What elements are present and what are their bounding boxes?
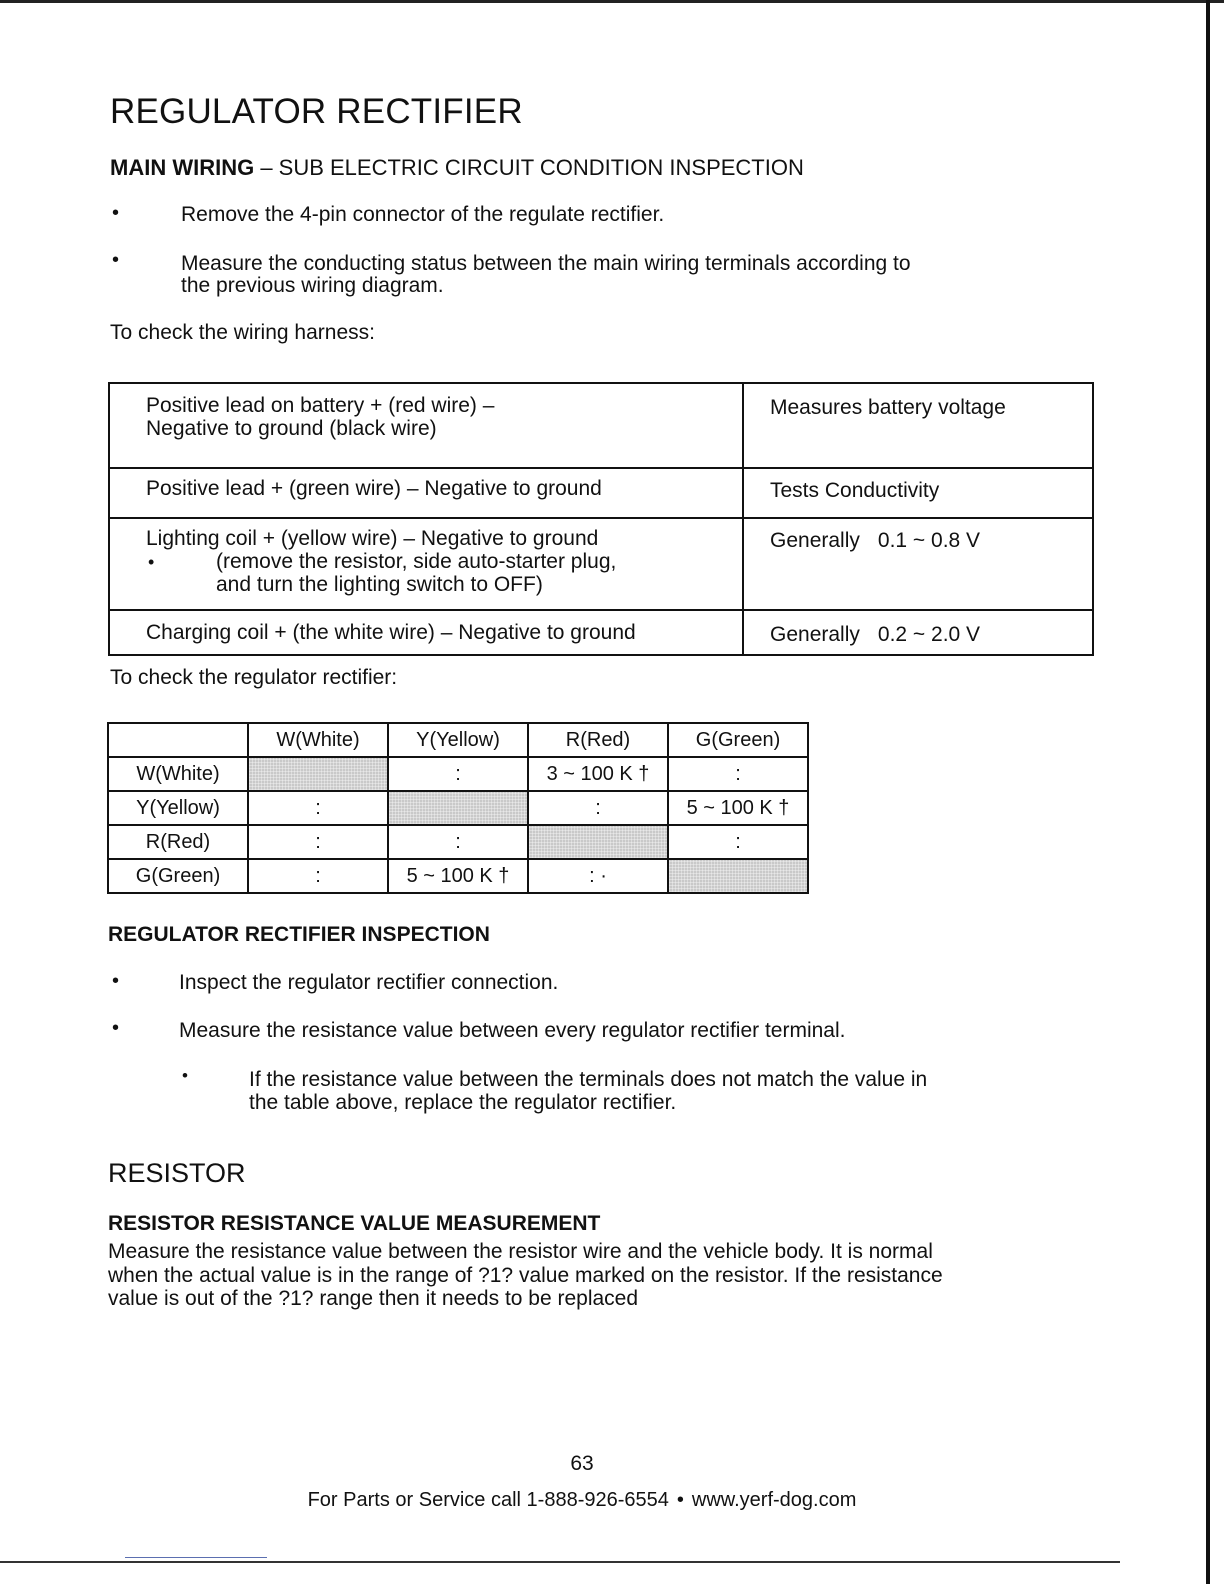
shaded-cell [248,757,388,791]
table-row [108,859,808,893]
bullet-icon: • [112,1017,120,1039]
table-cell: 5 ~ 100 K † [388,859,528,893]
table-cell: 3 ~ 100 K † [528,757,668,791]
harness-result-cell: Tests Conductivity [743,468,1093,518]
result-label: Generally [770,529,860,552]
harness-test-cell [109,610,743,655]
main-wiring-step-1: Remove the 4-pin connector of the regulate rectifier. [181,203,665,226]
top-border [0,0,1224,3]
inspection-sub-step-cont: the table above, replace the regulator rectifier. [249,1091,677,1114]
inspection-sub-step: If the resistance value between the terminals does not match the value in [249,1068,928,1091]
column-header: G(Green) [668,723,808,757]
main-wiring-subtitle: – SUB ELECTRIC CIRCUIT CONDITION INSPECTION [254,155,804,180]
scan-artifact-line [125,1557,267,1558]
table-row [109,468,1093,518]
bottom-border [0,1561,1120,1563]
harness-test-cell [109,518,743,610]
table-cell: : [388,825,528,859]
bullet-icon: • [182,1066,188,1085]
row-header: W(White) [108,757,248,791]
column-header: R(Red) [528,723,668,757]
harness-test-line: (remove the resistor, side auto-starter plug, [216,550,617,573]
bullet-icon: • [112,249,120,271]
result-value: 0.2 ~ 2.0 V [877,623,981,646]
wiring-harness-table [108,382,1094,656]
main-wiring-step-2-cont: the previous wiring diagram. [181,274,444,297]
bullet-icon: • [148,552,155,572]
inspection-step-1: Inspect the regulator rectifier connection. [179,971,559,994]
table-cell: 5 ~ 100 K † [668,791,808,825]
resistor-text-line: value is out of the ?1? range then it needs to be replaced [108,1287,639,1310]
table-row [109,518,1093,610]
shaded-cell [388,791,528,825]
harness-result-cell: Measures battery voltage [743,383,1093,468]
harness-result-cell [743,610,1093,655]
table-row [108,791,808,825]
table-row [108,825,808,859]
footer-website[interactable]: www.yerf-dog.com [691,1489,857,1511]
resistor-text-line: when the actual value is in the range of ?1? value marked on the resistor. If the resistance [108,1264,943,1287]
harness-test-line: Positive lead on battery + (red wire) – [146,394,495,417]
shaded-cell [528,825,668,859]
table-cell: : · [528,859,668,893]
result-label: Generally [770,623,860,646]
bullet-icon: • [112,970,120,992]
shaded-cell [668,859,808,893]
harness-test-line: Positive lead + (green wire) – Negative to ground [146,477,602,500]
page-title: REGULATOR RECTIFIER [110,92,523,131]
table-row [109,610,1093,655]
regulator-resistance-table [107,722,809,894]
harness-result-cell [743,518,1093,610]
main-wiring-heading [110,155,804,181]
inspection-heading: REGULATOR RECTIFIER INSPECTION [108,923,490,946]
resistor-heading: RESISTOR RESISTANCE VALUE MEASUREMENT [108,1212,601,1235]
table-cell: : [668,757,808,791]
resistor-text-line: Measure the resistance value between the resistor wire and the vehicle body. It is normal [108,1240,933,1263]
column-header: Y(Yellow) [388,723,528,757]
row-header: Y(Yellow) [108,791,248,825]
harness-test-cell [109,468,743,518]
table-cell: : [668,825,808,859]
table-header-row [108,723,808,757]
footer-separator: • [676,1489,684,1511]
regulator-intro: To check the regulator rectifier: [110,666,398,689]
row-header: R(Red) [108,825,248,859]
footer-contact: For Parts or Service call 1-888-926-6554 [307,1489,669,1511]
column-header: W(White) [248,723,388,757]
scan-edge [1206,0,1210,1584]
main-wiring-label: MAIN WIRING [110,155,255,180]
page-number: 63 [570,1452,594,1475]
resistor-title: RESISTOR [108,1158,246,1188]
footer [0,1489,1164,1512]
main-wiring-step-2: Measure the conducting status between the main wiring terminals according to [181,252,911,275]
harness-test-line: and turn the lighting switch to OFF) [216,573,543,596]
table-cell: : [248,825,388,859]
table-cell: : [248,791,388,825]
table-row [109,383,1093,468]
table-row [108,757,808,791]
table-cell: : [388,757,528,791]
table-cell: : [248,859,388,893]
harness-test-line: Lighting coil + (yellow wire) – Negative to ground [146,527,599,550]
harness-test-line: Negative to ground (black wire) [146,417,437,440]
harness-intro: To check the wiring harness: [110,321,375,344]
result-value: 0.1 ~ 0.8 V [877,529,981,552]
corner-cell [108,723,248,757]
harness-test-line: Charging coil + (the white wire) – Negative to ground [146,621,636,644]
harness-test-cell [109,383,743,468]
row-header: G(Green) [108,859,248,893]
table-cell: : [528,791,668,825]
bullet-icon: • [112,202,120,224]
inspection-step-2: Measure the resistance value between every regulator rectifier terminal. [179,1019,846,1042]
